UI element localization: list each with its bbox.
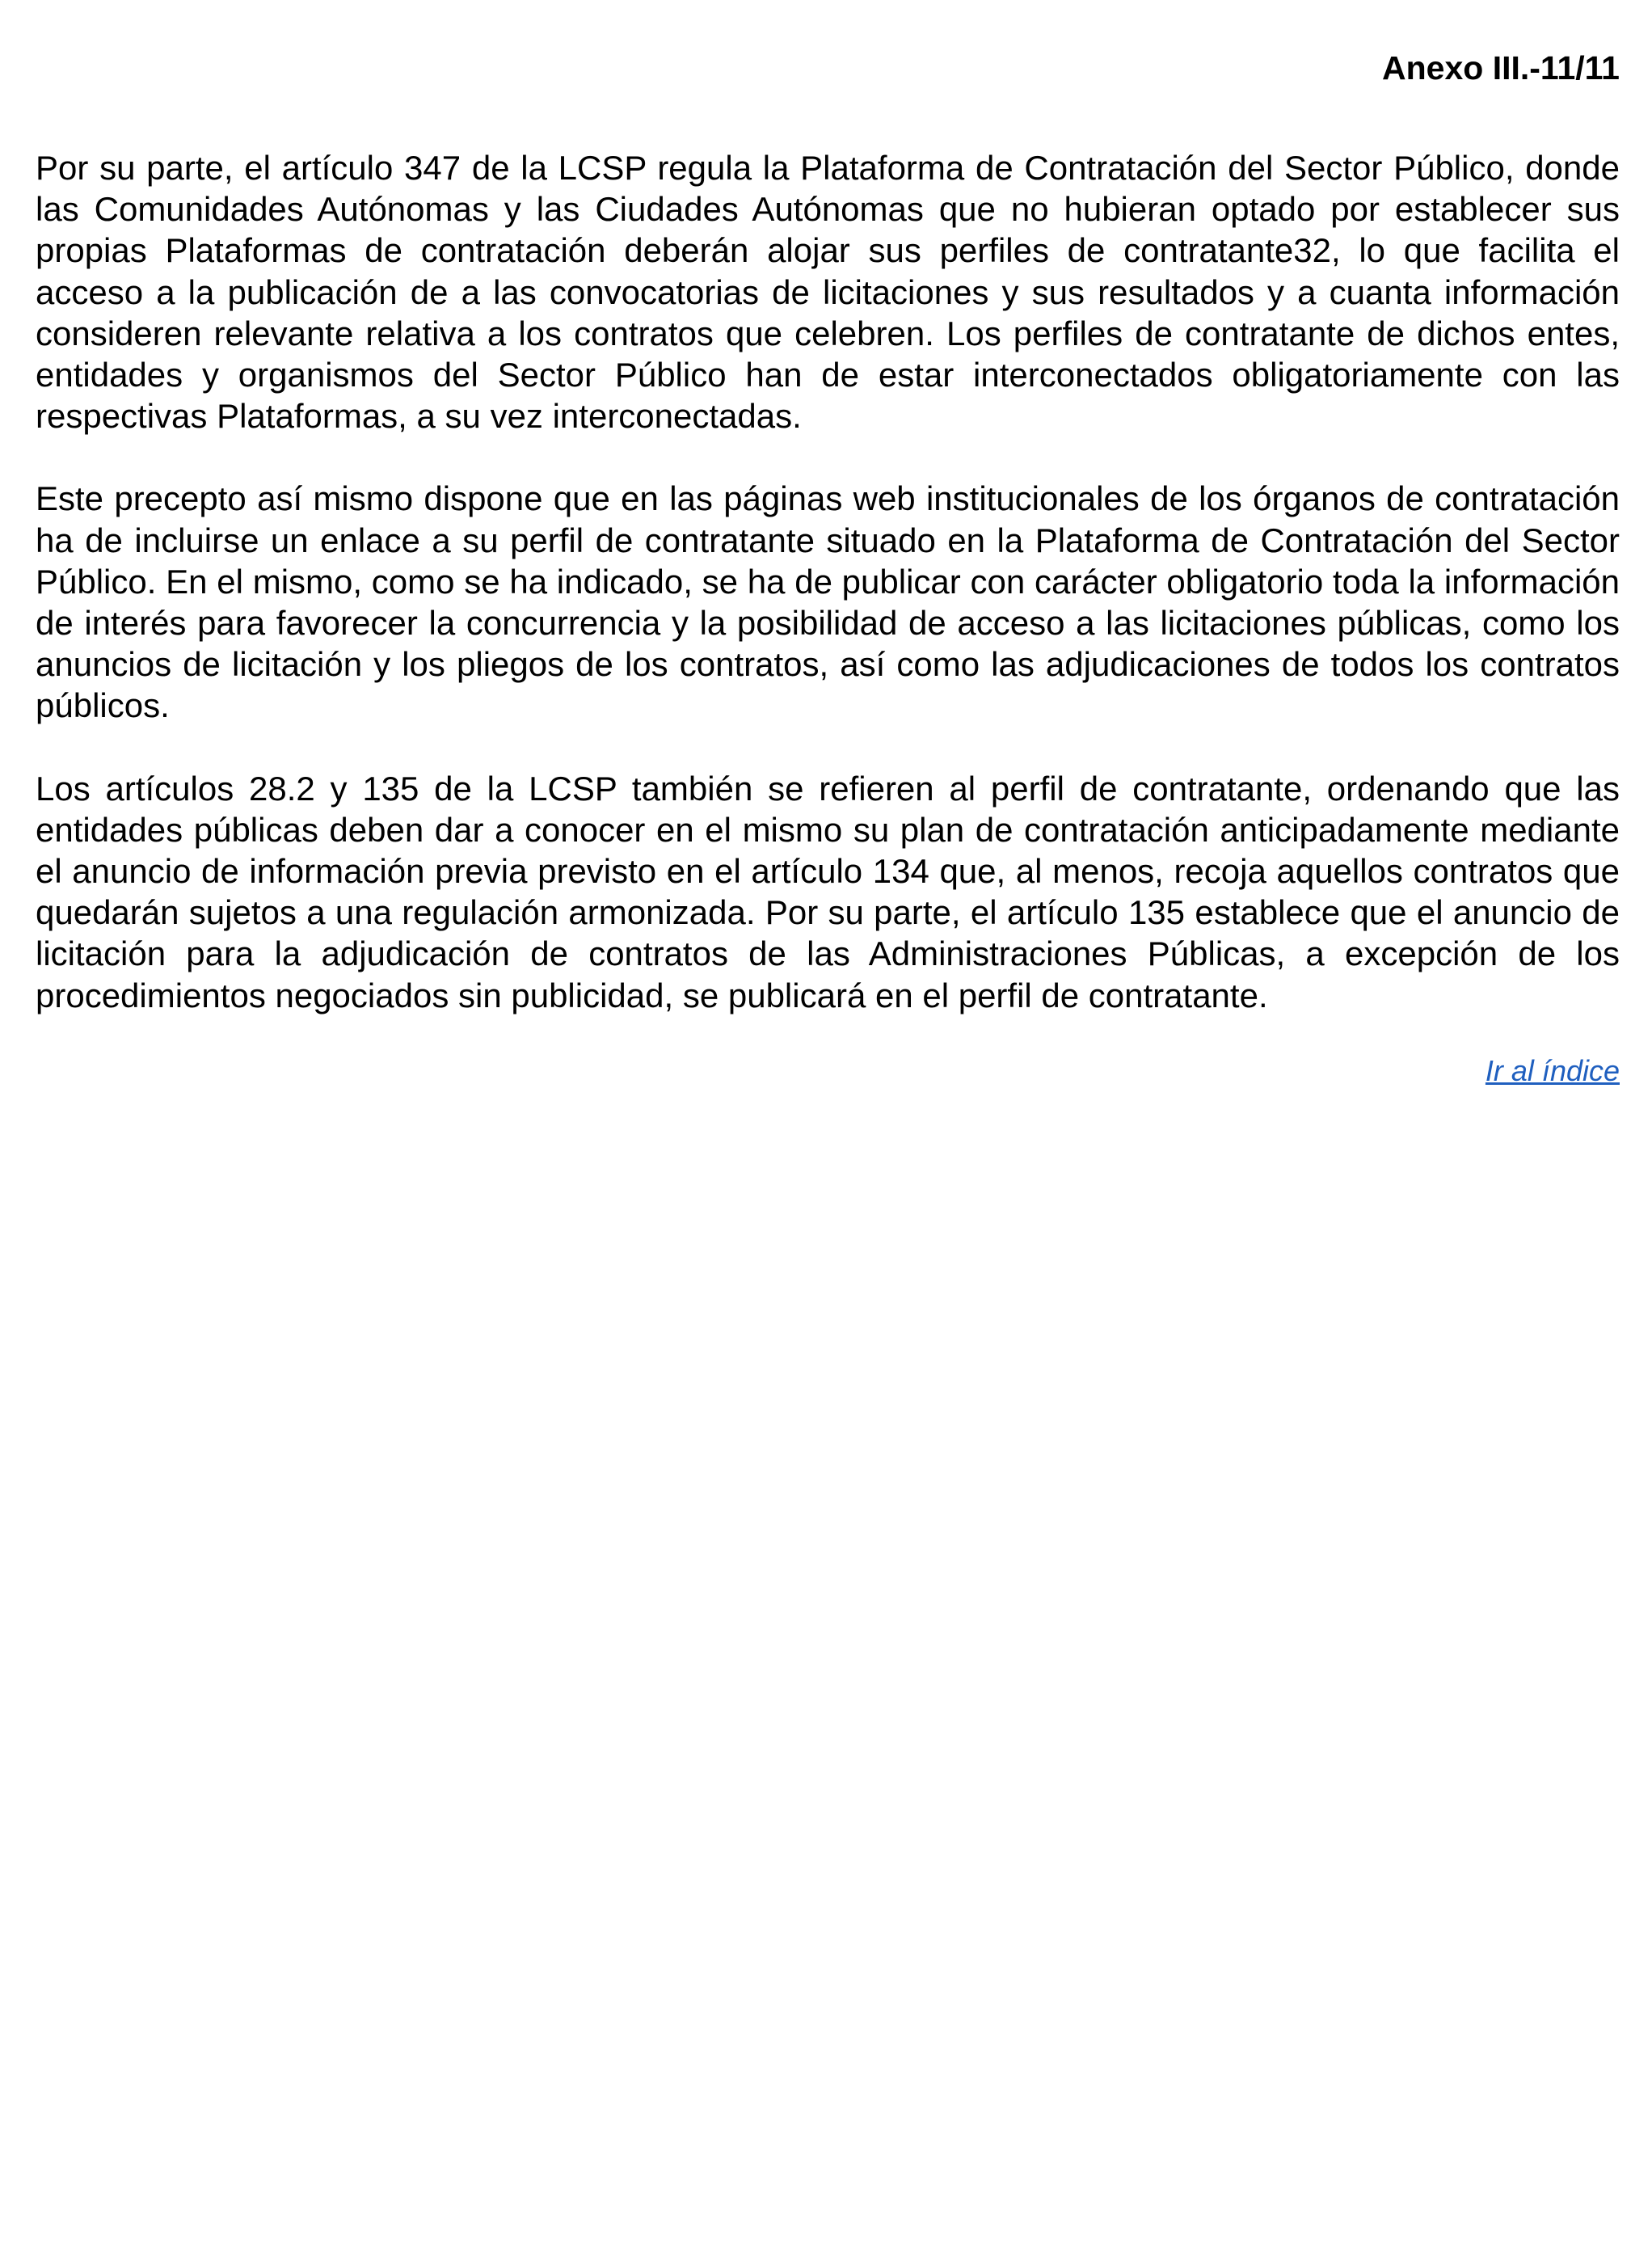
paragraph-articles-28-135: Los artículos 28.2 y 135 de la LCSP también se refieren al perfil de contratante, ordenando que las entidades públicas deben dar a conocer en el mismo su plan de contratación anticipadamente mediante el anuncio de información previa previsto en el artículo 134 que, al menos, recoja aquellos contratos que quedarán sujetos a una regulación armonizada. Por su parte, el artículo 135 establece que el anuncio de licitación para la adjudicación de contratos de las Administraciones Públicas, a excepción de los procedimientos negociados sin publicidad, se publicará en el perfil de contratante. <box>36 769 1620 1014</box>
paragraph-platform-article-347: Por su parte, el artículo 347 de la LCSP regula la Plataforma de Contratación del Sector Público, donde las Comunidades Autónomas y las Ciudades Autónomas que no hubieran optado por establecer sus propias Plataformas de contratación deberán alojar sus perfiles de contratante32, lo que facilita el acceso a la publicación de a las convocatorias de licitaciones y sus resultados y a cuanta información consideren relevante relativa a los contratos que celebren. Los perfiles de contratante de dichos entes, entidades y organismos del Sector Público han de estar interconectados obligatoriamente con las respectivas Plataformas, a su vez interconectadas. <box>36 149 1620 436</box>
annex-page-header: Anexo III.-11/11 <box>1382 49 1620 86</box>
paragraph-institutional-websites: Este precepto así mismo dispone que en las páginas web institucionales de los órganos de contratación ha de incluirse un enlace a su perfil de contratante situado en la Plataforma de Contratación del Sector Público. En el mismo, como se ha indicado, se ha de publicar con carácter obligatorio toda la información de interés para favorecer la concurrencia y la posibilidad de acceso a las licitaciones públicas, como los anuncios de licitación y los pliegos de los contratos, así como las adjudicaciones de todos los contratos públicos. <box>36 479 1620 725</box>
document-body <box>36 147 1620 1057</box>
go-to-index-link[interactable]: Ir al índice <box>1485 1054 1620 1087</box>
